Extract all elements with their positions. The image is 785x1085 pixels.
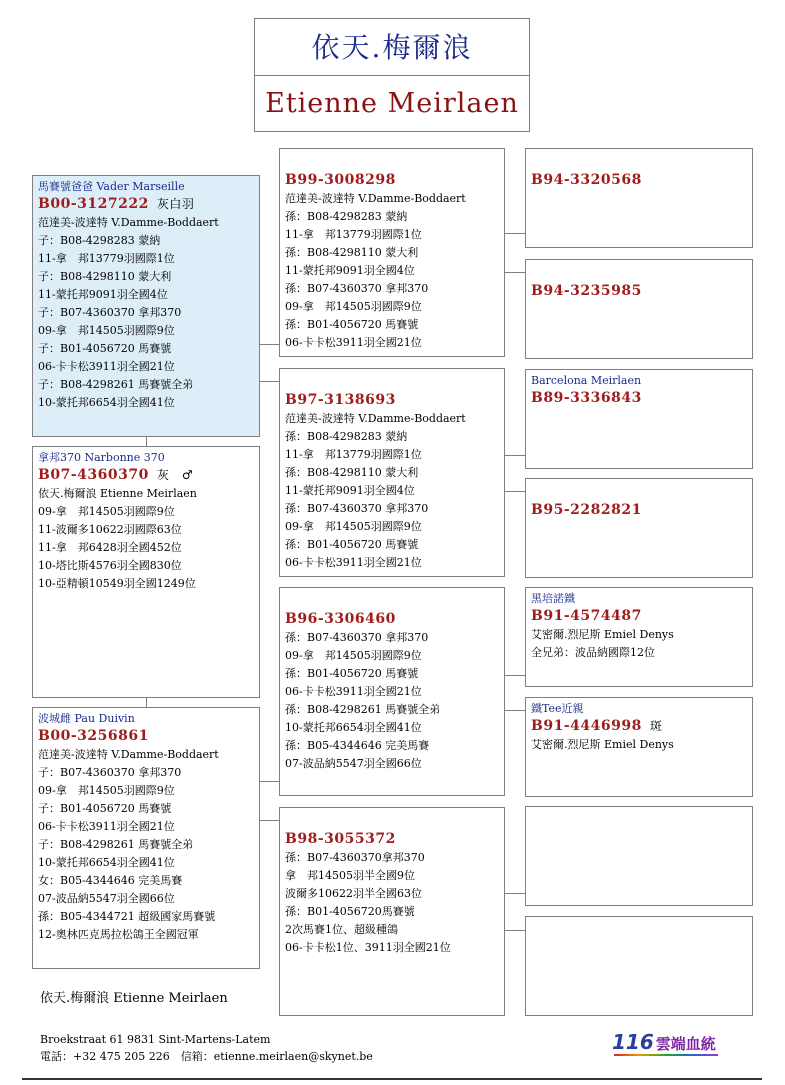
pedigree-line: 依天.梅爾浪 Etienne Meirlaen bbox=[38, 487, 197, 500]
pedigree-line: 06-卡卡松1位、3911羽全國21位 bbox=[285, 941, 451, 954]
address: Broekstraat 61 9831 Sint-Martens-Latem bbox=[40, 1033, 271, 1046]
pedigree-line: 09-拿 邦14505羽國際9位 bbox=[285, 300, 422, 313]
dam-lines bbox=[38, 746, 254, 944]
pedigree-line: 子：B07-4360370 拿邦370 bbox=[38, 766, 182, 779]
pedigree-line: 12-奧林匹克馬拉松鴿王全國冠軍 bbox=[38, 928, 199, 941]
connector bbox=[505, 455, 525, 456]
contact: 電話：+32 475 205 226 信箱：etienne.meirlaen@skynet.be bbox=[40, 1050, 373, 1063]
g3-card-7 bbox=[525, 806, 753, 906]
connector bbox=[260, 781, 279, 782]
pedigree-line: 子：B01-4056720 馬賽號 bbox=[38, 342, 172, 355]
connector bbox=[505, 233, 525, 234]
pedigree-line: 孫：B08-4298110 蒙大利 bbox=[285, 246, 419, 259]
bottom-divider bbox=[22, 1078, 762, 1080]
pedigree-line: 孫：B05-4344721 超級國家馬賽號 bbox=[38, 910, 216, 923]
pedigree-line: 孫：B07-4360370 拿邦370 bbox=[285, 502, 429, 515]
g3-ring-6: B91-4446998 斑 bbox=[531, 718, 663, 734]
subject-lines bbox=[38, 485, 254, 593]
pedigree-line: 06-卡卡松3911羽全國21位 bbox=[285, 685, 422, 698]
pedigree-line: 10-蒙托邦6654羽全國41位 bbox=[38, 396, 175, 409]
pedigree-line: 子：B08-4298283 蒙納 bbox=[38, 234, 161, 247]
g3-card-1 bbox=[525, 148, 753, 248]
dam-sire-lines bbox=[285, 629, 499, 773]
pedigree-line: 11-拿 邦13779羽國際1位 bbox=[38, 252, 175, 265]
pedigree-line: 11-波爾多10622羽國際63位 bbox=[38, 523, 182, 536]
title-box bbox=[254, 18, 530, 132]
g3-label-5: 黑培諾鐵 bbox=[531, 592, 575, 605]
dam-sire-card bbox=[279, 587, 505, 796]
sire-dam-ring: B97-3138693 bbox=[285, 392, 396, 408]
g3-lines-6 bbox=[531, 736, 747, 754]
pedigree-line: 11-拿 邦13779羽國際1位 bbox=[285, 228, 422, 241]
owner-name: 依天.梅爾浪 Etienne Meirlaen bbox=[40, 991, 228, 1006]
pedigree-line: 范達美-波達特 V.Damme-Boddaert bbox=[38, 748, 219, 761]
dam-card bbox=[32, 707, 260, 969]
pedigree-line: 07-波品納5547羽全國66位 bbox=[38, 892, 175, 905]
pedigree-line: 孫：B01-4056720 馬賽號 bbox=[285, 538, 419, 551]
sire-label: 馬賽號爸爸 Vader Marseille bbox=[38, 180, 185, 193]
pedigree-line: 09-拿 邦14505羽國際9位 bbox=[38, 324, 175, 337]
pedigree-line: 范達美-波達特 V.Damme-Boddaert bbox=[285, 192, 466, 205]
pedigree-line: 11-蒙托邦9091羽全國4位 bbox=[285, 484, 415, 497]
pedigree-line: 10-亞精頓10549羽全國1249位 bbox=[38, 577, 196, 590]
sire-ring: B00-3127222 灰白羽 bbox=[38, 196, 195, 212]
pedigree-line: 06-卡卡松3911羽全國21位 bbox=[285, 556, 422, 569]
sire-card bbox=[32, 175, 260, 437]
g3-card-6 bbox=[525, 697, 753, 797]
g3-card-8 bbox=[525, 916, 753, 1016]
dam-label: 波城雌 Pau Duivin bbox=[38, 712, 135, 725]
pedigree-line: 10-蒙托邦6654羽全國41位 bbox=[285, 721, 422, 734]
subject-card bbox=[32, 446, 260, 698]
pedigree-line: 女：B05-4344646 完美馬賽 bbox=[38, 874, 183, 887]
connector bbox=[505, 675, 525, 676]
pedigree-line: 2次馬賽1位、超級種鴿 bbox=[285, 923, 398, 936]
pedigree-line: 09-拿 邦14505羽國際9位 bbox=[285, 520, 422, 533]
g3-ring-5: B91-4574487 bbox=[531, 608, 642, 624]
sire-sire-lines bbox=[285, 190, 499, 352]
logo-text: 雲端血統 bbox=[655, 1035, 716, 1053]
pedigree-line: 孫：B07-4360370 拿邦370 bbox=[285, 631, 429, 644]
g3-ring-1: B94-3320568 bbox=[531, 172, 642, 188]
dam-dam-lines bbox=[285, 849, 499, 957]
pedigree-line: 孫：B05-4344646 完美馬賽 bbox=[285, 739, 430, 752]
pedigree-line: 10-塔比斯4576羽全國830位 bbox=[38, 559, 182, 572]
pedigree-line: 艾密爾.烈尼斯 Emiel Denys bbox=[531, 628, 674, 641]
pedigree-line: 子：B08-4298110 蒙大利 bbox=[38, 270, 172, 283]
logo-underline bbox=[614, 1054, 718, 1056]
sire-dam-lines bbox=[285, 410, 499, 572]
pedigree-line: 孫：B08-4298283 蒙納 bbox=[285, 430, 408, 443]
pedigree-line: 范達美-波達特 V.Damme-Boddaert bbox=[285, 412, 466, 425]
pedigree-line: 10-蒙托邦6654羽全國41位 bbox=[38, 856, 175, 869]
connector bbox=[260, 820, 279, 821]
page-title-chinese: 依天.梅爾浪 bbox=[255, 19, 529, 76]
connector bbox=[505, 930, 525, 931]
connector bbox=[260, 381, 279, 382]
dam-ring: B00-3256861 bbox=[38, 728, 149, 744]
g3-card-2 bbox=[525, 259, 753, 359]
pedigree-line: 孫：B07-4360370拿邦370 bbox=[285, 851, 425, 864]
page-title-english: Etienne Meirlaen bbox=[265, 88, 519, 119]
dam-dam-ring: B98-3055372 bbox=[285, 831, 396, 847]
pedigree-line: 孫：B01-4056720 馬賽號 bbox=[285, 667, 419, 680]
g3-ring-3: B89-3336843 bbox=[531, 390, 642, 406]
dam-sire-ring: B96-3306460 bbox=[285, 611, 396, 627]
pedigree-line: 孫：B08-4298283 蒙納 bbox=[285, 210, 408, 223]
pedigree-line: 11-蒙托邦9091羽全國4位 bbox=[285, 264, 415, 277]
connector bbox=[146, 437, 147, 446]
g3-card-4 bbox=[525, 478, 753, 578]
g3-ring-2: B94-3235985 bbox=[531, 283, 642, 299]
logo-number: 116 bbox=[612, 1030, 654, 1054]
pedigree-line: 全兄弟：波品納國際12位 bbox=[531, 646, 655, 659]
connector bbox=[505, 893, 525, 894]
g3-card-5 bbox=[525, 587, 753, 687]
pedigree-line: 范達美-波達特 V.Damme-Boddaert bbox=[38, 216, 219, 229]
pedigree-line: 11-拿 邦6428羽全國452位 bbox=[38, 541, 182, 554]
sire-sire-card bbox=[279, 148, 505, 357]
pedigree-line: 孫：B08-4298110 蒙大利 bbox=[285, 466, 419, 479]
pedigree-line: 07-波品納5547羽全國66位 bbox=[285, 757, 422, 770]
pedigree-line: 子：B08-4298261 馬賽號全弟 bbox=[38, 838, 194, 851]
pedigree-line: 09-拿 邦14505羽國際9位 bbox=[38, 505, 175, 518]
pedigree-line: 09-拿 邦14505羽國際9位 bbox=[285, 649, 422, 662]
pedigree-line: 波爾多10622羽半全國63位 bbox=[285, 887, 422, 900]
pedigree-line: 孫：B07-4360370 拿邦370 bbox=[285, 282, 429, 295]
pedigree-line: 孫：B08-4298261 馬賽號全弟 bbox=[285, 703, 441, 716]
connector bbox=[146, 698, 147, 707]
g3-ring-4: B95-2282821 bbox=[531, 502, 642, 518]
pedigree-line: 拿 邦14505羽半全國9位 bbox=[285, 869, 415, 882]
pedigree-line: 11-拿 邦13779羽國際1位 bbox=[285, 448, 422, 461]
subject-ring: B07-4360370 灰 ♂ bbox=[38, 467, 194, 483]
sire-sire-ring: B99-3008298 bbox=[285, 172, 396, 188]
pedigree-line: 11-蒙托邦9091羽全國4位 bbox=[38, 288, 168, 301]
g3-card-3 bbox=[525, 369, 753, 469]
pedigree-line: 子：B07-4360370 拿邦370 bbox=[38, 306, 182, 319]
pedigree-line: 06-卡卡松3911羽全國21位 bbox=[285, 336, 422, 349]
sire-dam-card bbox=[279, 368, 505, 577]
sire-lines bbox=[38, 214, 254, 412]
pedigree-line: 孫：B01-4056720馬賽號 bbox=[285, 905, 415, 918]
g3-lines-5 bbox=[531, 626, 747, 662]
pedigree-line: 孫：B01-4056720 馬賽號 bbox=[285, 318, 419, 331]
connector bbox=[505, 272, 525, 273]
dam-dam-card bbox=[279, 807, 505, 1016]
g3-label-3: Barcelona Meirlaen bbox=[531, 374, 642, 387]
pedigree-line: 子：B08-4298261 馬賽號全弟 bbox=[38, 378, 194, 391]
logo bbox=[612, 1030, 722, 1058]
pedigree-line: 06-卡卡松3911羽全國21位 bbox=[38, 360, 175, 373]
pedigree-line: 艾密爾.烈尼斯 Emiel Denys bbox=[531, 738, 674, 751]
subject-label: 拿邦370 Narbonne 370 bbox=[38, 451, 165, 464]
g3-label-6: 鐵Tee近親 bbox=[531, 702, 584, 715]
pedigree-line: 子：B01-4056720 馬賽號 bbox=[38, 802, 172, 815]
connector bbox=[505, 491, 525, 492]
connector bbox=[260, 344, 279, 345]
pedigree-line: 06-卡卡松3911羽全國21位 bbox=[38, 820, 175, 833]
connector bbox=[505, 710, 525, 711]
pedigree-line: 09-拿 邦14505羽國際9位 bbox=[38, 784, 175, 797]
